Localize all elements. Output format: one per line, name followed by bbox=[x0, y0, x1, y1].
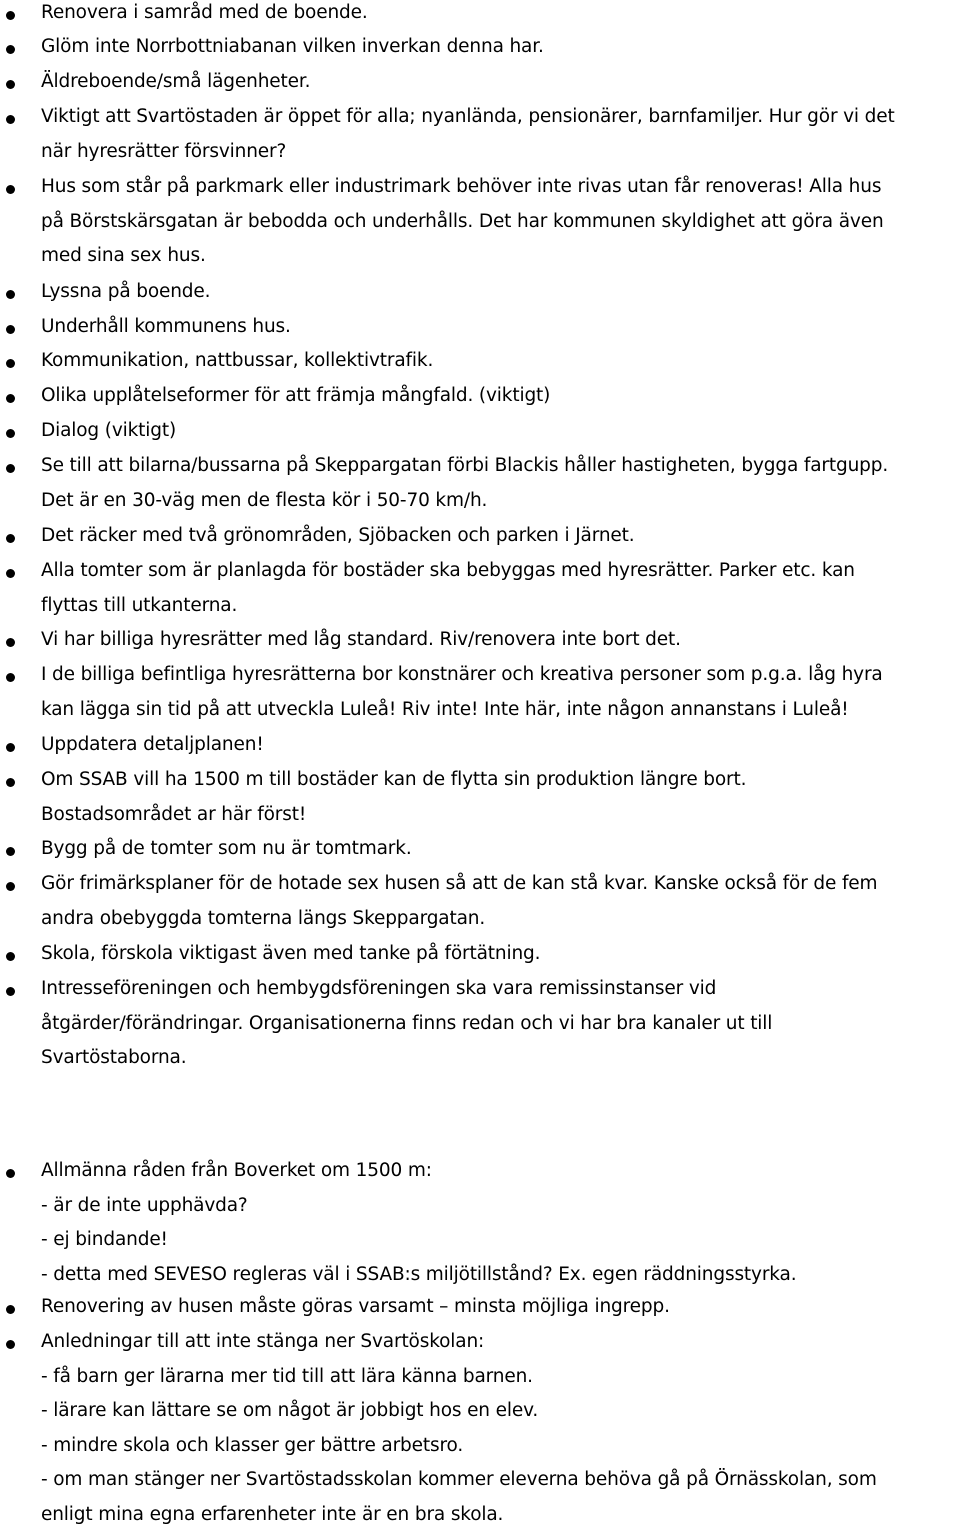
list-item-text: Svartöstaborna. bbox=[41, 1047, 187, 1068]
list-item-text: Renovering av husen måste göras varsamt – minsta möjliga ingrepp. bbox=[41, 1296, 670, 1317]
list-item-text: Intresseföreningen och hembygdsföreningen ska vara remissinstanser vid bbox=[41, 978, 717, 999]
list-item-text: Dialog (viktigt) bbox=[41, 420, 177, 441]
bullet-icon bbox=[6, 673, 15, 682]
list-item-text: I de billiga befintliga hyresrätterna bor konstnärer och kreativa personer som p.g.a. låg hyra bbox=[41, 664, 883, 685]
bullet-icon bbox=[6, 45, 15, 54]
list-item-text: Bygg på de tomter som nu är tomtmark. bbox=[41, 838, 412, 859]
list-item-text: andra obebyggda tomterna längs Skeppargatan. bbox=[41, 907, 486, 929]
list-item-text: - ej bindande! bbox=[41, 1229, 168, 1250]
list-item-text: när hyresrätter försvinner? bbox=[41, 140, 287, 162]
list-item-text: Olika upplåtelseformer för att främja mångfald. (viktigt) bbox=[41, 385, 551, 406]
bullet-icon bbox=[6, 638, 15, 647]
bullet-icon bbox=[6, 1340, 15, 1349]
list-item-text: Kommunikation, nattbussar, kollektivtrafik. bbox=[41, 350, 434, 371]
bullet-icon bbox=[6, 743, 15, 752]
bullet-icon bbox=[6, 394, 15, 403]
list-item-text: Hus som står på parkmark eller industrimark behöver inte rivas utan får renoveras! Alla hus bbox=[41, 176, 882, 197]
bullet-icon bbox=[6, 987, 15, 996]
list-item-text: - om man stänger ner Svartöstadsskolan kommer eleverna behöva gå på Örnässkolan, som bbox=[41, 1469, 877, 1490]
list-item-text: Äldreboende/små lägenheter. bbox=[41, 71, 311, 92]
bullet-icon bbox=[6, 11, 15, 20]
bullet-icon bbox=[6, 325, 15, 334]
list-item-text: Allmänna råden från Boverket om 1500 m: bbox=[41, 1160, 432, 1181]
list-item-text: enligt mina egna erfarenheter inte är en bra skola. bbox=[41, 1503, 504, 1525]
bullet-icon bbox=[6, 882, 15, 891]
list-item-text: Det är en 30-väg men de flesta kör i 50-70 km/h. bbox=[41, 489, 488, 511]
list-item-text: Det räcker med två grönområden, Sjöbacken och parken i Järnet. bbox=[41, 525, 635, 546]
list-item-text: Gör frimärksplaner för de hotade sex husen så att de kan stå kvar. Kanske också för de fem bbox=[41, 873, 878, 894]
bullet-icon bbox=[6, 185, 15, 194]
bullet-icon bbox=[6, 464, 15, 473]
list-item-text: Anledningar till att inte stänga ner Svartöskolan: bbox=[41, 1331, 485, 1352]
list-item-text: - är de inte upphävda? bbox=[41, 1194, 248, 1216]
bullet-icon bbox=[6, 952, 15, 961]
list-item-text: Se till att bilarna/bussarna på Skeppargatan förbi Blackis håller hastigheten, bygga fartgupp. bbox=[41, 455, 889, 476]
list-item-text: - mindre skola och klasser ger bättre arbetsro. bbox=[41, 1434, 464, 1456]
bullet-icon bbox=[6, 1305, 15, 1314]
bullet-icon bbox=[6, 290, 15, 299]
list-item-text: Renovera i samråd med de boende. bbox=[41, 2, 368, 23]
bullet-icon bbox=[6, 1169, 15, 1178]
list-item-text: Glöm inte Norrbottniabanan vilken inverkan denna har. bbox=[41, 36, 544, 57]
bullet-icon bbox=[6, 534, 15, 543]
bullet-icon bbox=[6, 778, 15, 787]
list-item-text: Lyssna på boende. bbox=[41, 281, 211, 302]
bullet-icon bbox=[6, 80, 15, 89]
list-item-text: Bostadsområdet ar här först! bbox=[41, 803, 307, 825]
list-item-text: Vi har billiga hyresrätter med låg standard. Riv/renovera inte bort det. bbox=[41, 629, 681, 650]
list-item-text: - få barn ger lärarna mer tid till att lära känna barnen. bbox=[41, 1365, 533, 1387]
list-item-text: - lärare kan lättare se om något är jobbigt hos en elev. bbox=[41, 1400, 539, 1421]
list-item-text: - detta med SEVESO regleras väl i SSAB:s miljötillstånd? Ex. egen räddningsstyrka. bbox=[41, 1263, 797, 1285]
list-item-text: Viktigt att Svartöstaden är öppet för alla; nyanlända, pensionärer, barnfamiljer. Hur gör vi det bbox=[41, 106, 895, 127]
list-item-text: flyttas till utkanterna. bbox=[41, 594, 238, 616]
bullet-icon bbox=[6, 429, 15, 438]
list-item-text: Uppdatera detaljplanen! bbox=[41, 734, 264, 755]
bullet-icon bbox=[6, 359, 15, 368]
list-item-text: kan lägga sin tid på att utveckla Luleå! Riv inte! Inte här, inte någon annanstans i Luleå! bbox=[41, 698, 849, 720]
list-item-text: Skola, förskola viktigast även med tanke på förtätning. bbox=[41, 943, 541, 964]
bullet-icon bbox=[6, 569, 15, 578]
list-item-text: Alla tomter som är planlagda för bostäder ska bebyggas med hyresrätter. Parker etc. kan bbox=[41, 560, 855, 581]
list-item-text: åtgärder/förändringar. Organisationerna finns redan och vi har bra kanaler ut till bbox=[41, 1012, 773, 1034]
bullet-icon bbox=[6, 847, 15, 856]
list-item-text: med sina sex hus. bbox=[41, 245, 206, 266]
bullet-icon bbox=[6, 115, 15, 124]
list-item-text: på Börstskärsgatan är bebodda och underhålls. Det har kommunen skyldighet att göra även bbox=[41, 210, 884, 232]
list-item-text: Om SSAB vill ha 1500 m till bostäder kan de flytta sin produktion längre bort. bbox=[41, 769, 747, 790]
list-item-text: Underhåll kommunens hus. bbox=[41, 316, 291, 337]
